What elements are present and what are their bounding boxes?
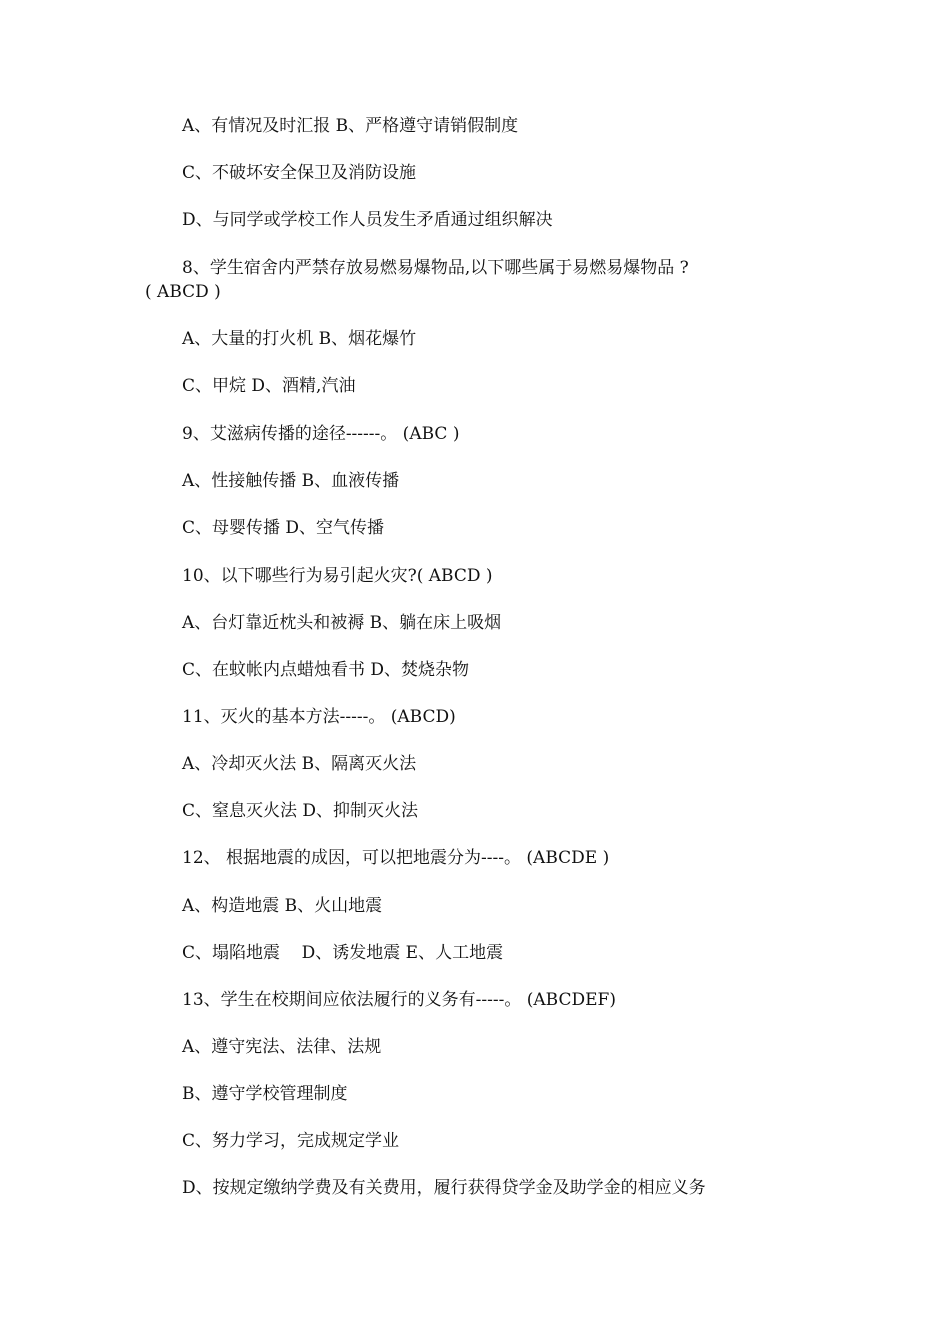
option-line: A、性接触传播 B、血液传播 (182, 471, 400, 491)
option-line: C、在蚊帐内点蜡烛看书 D、焚烧杂物 (182, 660, 470, 680)
option-line: C、窒息灭火法 D、抑制灭火法 (182, 801, 419, 821)
question-13: 13、学生在校期间应依法履行的义务有-----。 (ABCDEF) (182, 990, 616, 1010)
option-line: A、遵守宪法、法律、法规 (182, 1037, 382, 1057)
question-11: 11、灭火的基本方法-----。 (ABCD) (182, 707, 456, 727)
option-line: A、冷却灭火法 B、隔离灭火法 (182, 754, 417, 774)
question-8-answer: ( ABCD ) (145, 282, 221, 302)
option-line: C、甲烷 D、酒精,汽油 (182, 376, 356, 396)
option-line: B、遵守学校管理制度 (182, 1084, 348, 1104)
option-line: C、努力学习，完成规定学业 (182, 1131, 400, 1151)
question-8: 8、学生宿舍内严禁存放易燃易爆物品,以下哪些属于易燃易爆物品 ? (182, 258, 689, 278)
option-line: C、母婴传播 D、空气传播 (182, 518, 385, 538)
option-line: D、与同学或学校工作人员发生矛盾通过组织解决 (182, 210, 553, 230)
option-line: D、按规定缴纳学费及有关费用，履行获得贷学金及助学金的相应义务 (182, 1178, 706, 1198)
question-12: 12、 根据地震的成因，可以把地震分为----。 (ABCDE ) (182, 848, 610, 868)
option-line: A、有情况及时汇报 B、严格遵守请销假制度 (182, 116, 519, 136)
option-line: A、构造地震 B、火山地震 (182, 896, 383, 916)
question-10: 10、以下哪些行为易引起火灾?( ABCD ) (182, 566, 493, 586)
question-9: 9、艾滋病传播的途径------。 (ABC ) (182, 424, 460, 444)
option-line: C、不破坏安全保卫及消防设施 (182, 163, 417, 183)
option-line: A、大量的打火机 B、烟花爆竹 (182, 329, 417, 349)
option-line: A、台灯靠近枕头和被褥 B、躺在床上吸烟 (182, 613, 502, 633)
option-line: C、塌陷地震 D、诱发地震 E、人工地震 (182, 943, 504, 963)
